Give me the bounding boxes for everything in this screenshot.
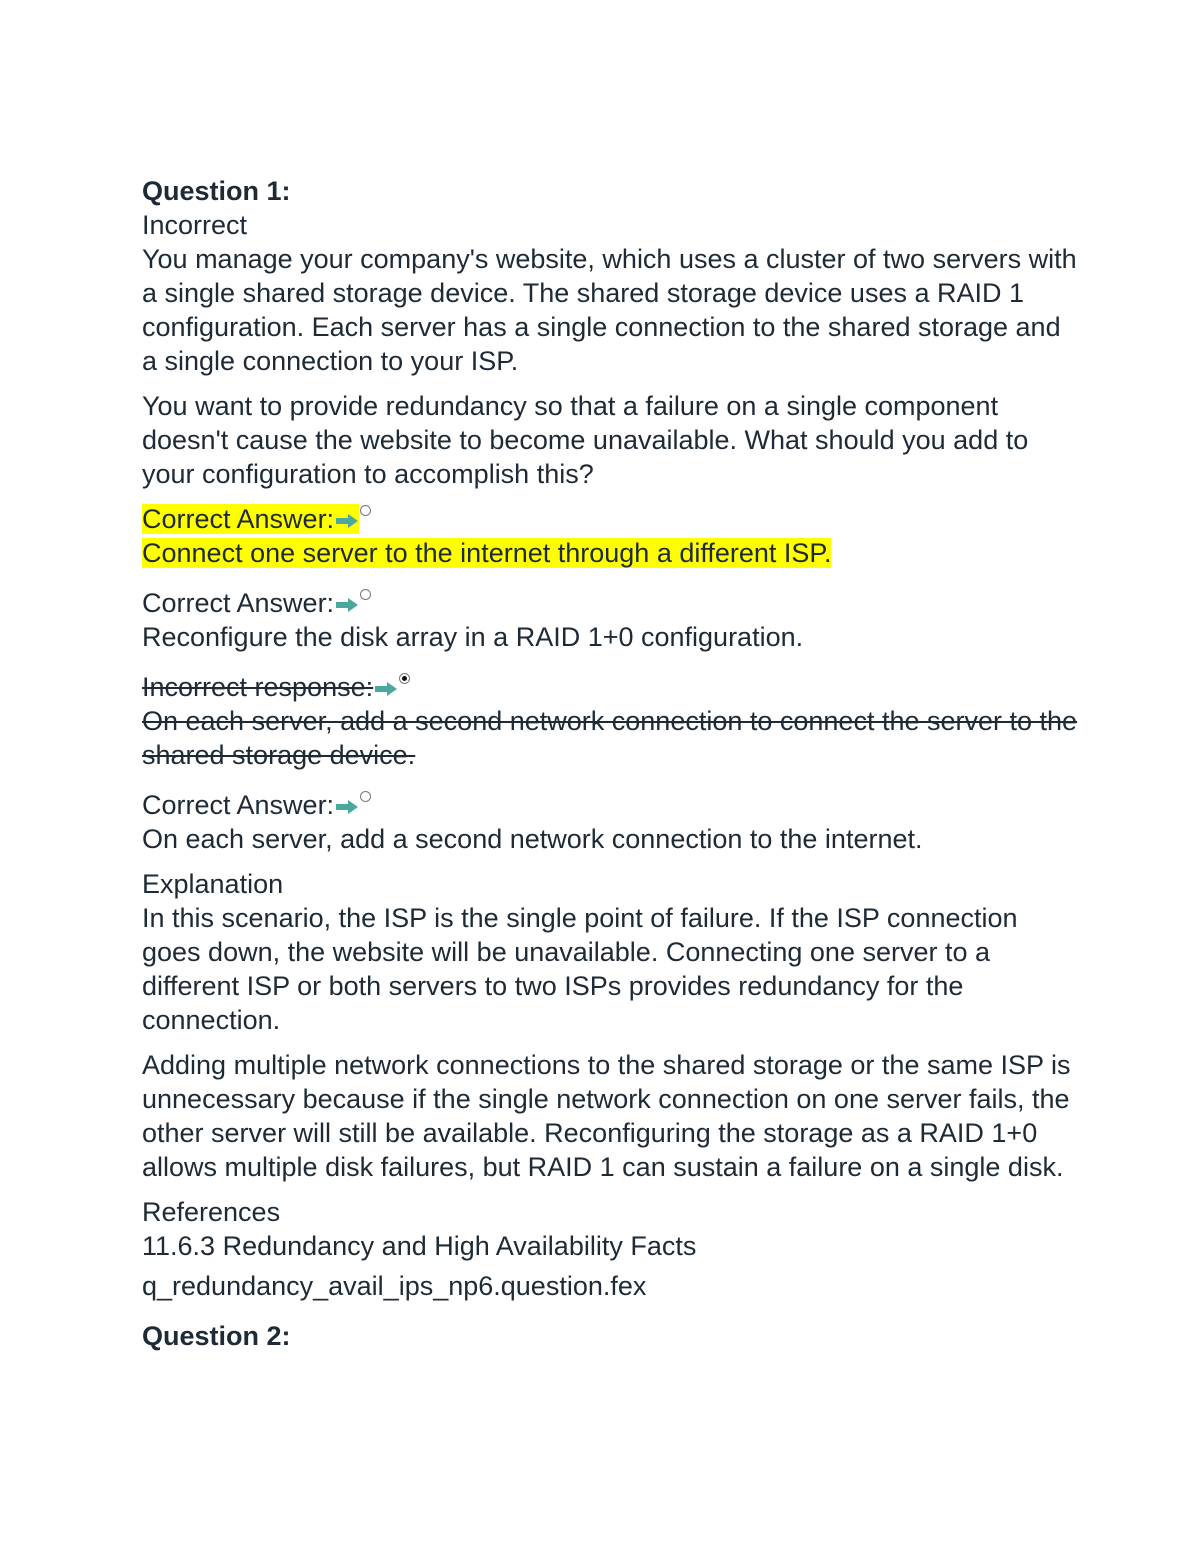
answer-option-1: [142, 502, 1082, 570]
answer-2-label: Correct Answer:: [142, 588, 335, 618]
question-1-prompt-paragraph-1: You manage your company's website, which uses a cluster of two servers with a single shared storage device. The shared storage device uses a RAID 1 configuration. Each server has a single connection to the shared storage and a single connection to your ISP.: [142, 244, 1077, 376]
document-page: [142, 174, 1082, 1353]
explanation-paragraph-2: Adding multiple network connections to the shared storage or the same ISP is unnecessary because if the single network connection on one server fails, the other server will still be available. Reconfiguring the storage as a RAID 1+0 allows multiple disk failures, but RAID 1 can sustain a failure on a single disk.: [142, 1050, 1071, 1182]
explanation-heading: Explanation: [142, 869, 284, 899]
radio-button-icon[interactable]: [360, 505, 371, 516]
answer-4-label: Correct Answer:: [142, 790, 335, 820]
right-arrow-icon: [335, 597, 359, 613]
radio-button-icon[interactable]: [360, 791, 371, 802]
radio-button-selected-icon[interactable]: [399, 673, 410, 684]
answer-3-text: On each server, add a second network connection to connect the server to the shared storage device.: [142, 706, 1078, 770]
reference-file: q_redundancy_avail_ips_np6.question.fex: [142, 1271, 647, 1301]
question-1-status: Incorrect: [142, 210, 248, 240]
explanation-paragraph-1: In this scenario, the ISP is the single point of failure. If the ISP connection goes down, the website will be unavailable. Connecting one server to a different ISP or both servers to two ISPs provides redundancy for the connection.: [142, 903, 1018, 1035]
answer-2-text: Reconfigure the disk array in a RAID 1+0 configuration.: [142, 622, 804, 652]
reference-item: 11.6.3 Redundancy and High Availability Facts: [142, 1231, 697, 1261]
answer-option-4: [142, 788, 1082, 856]
question-1-prompt-paragraph-2: You want to provide redundancy so that a failure on a single component doesn't cause the website to become unavailable. What should you add to your configuration to accomplish this?: [142, 391, 1029, 489]
answer-option-3: [142, 670, 1082, 772]
right-arrow-icon: [335, 513, 359, 529]
answer-3-label: Incorrect response:: [142, 672, 374, 702]
right-arrow-icon: [374, 681, 398, 697]
radio-button-icon[interactable]: [360, 589, 371, 600]
references-heading: References: [142, 1197, 281, 1227]
question-1-title: Question 1:: [142, 176, 291, 206]
right-arrow-icon: [335, 799, 359, 815]
answer-1-label: Correct Answer:: [142, 504, 335, 534]
question-2-title: Question 2:: [142, 1321, 291, 1351]
answer-1-arrow-wrap: [334, 504, 359, 534]
answer-option-2: [142, 586, 1082, 654]
answer-1-text: Connect one server to the internet through a different ISP.: [142, 538, 832, 568]
answer-4-text: On each server, add a second network connection to the internet.: [142, 824, 923, 854]
